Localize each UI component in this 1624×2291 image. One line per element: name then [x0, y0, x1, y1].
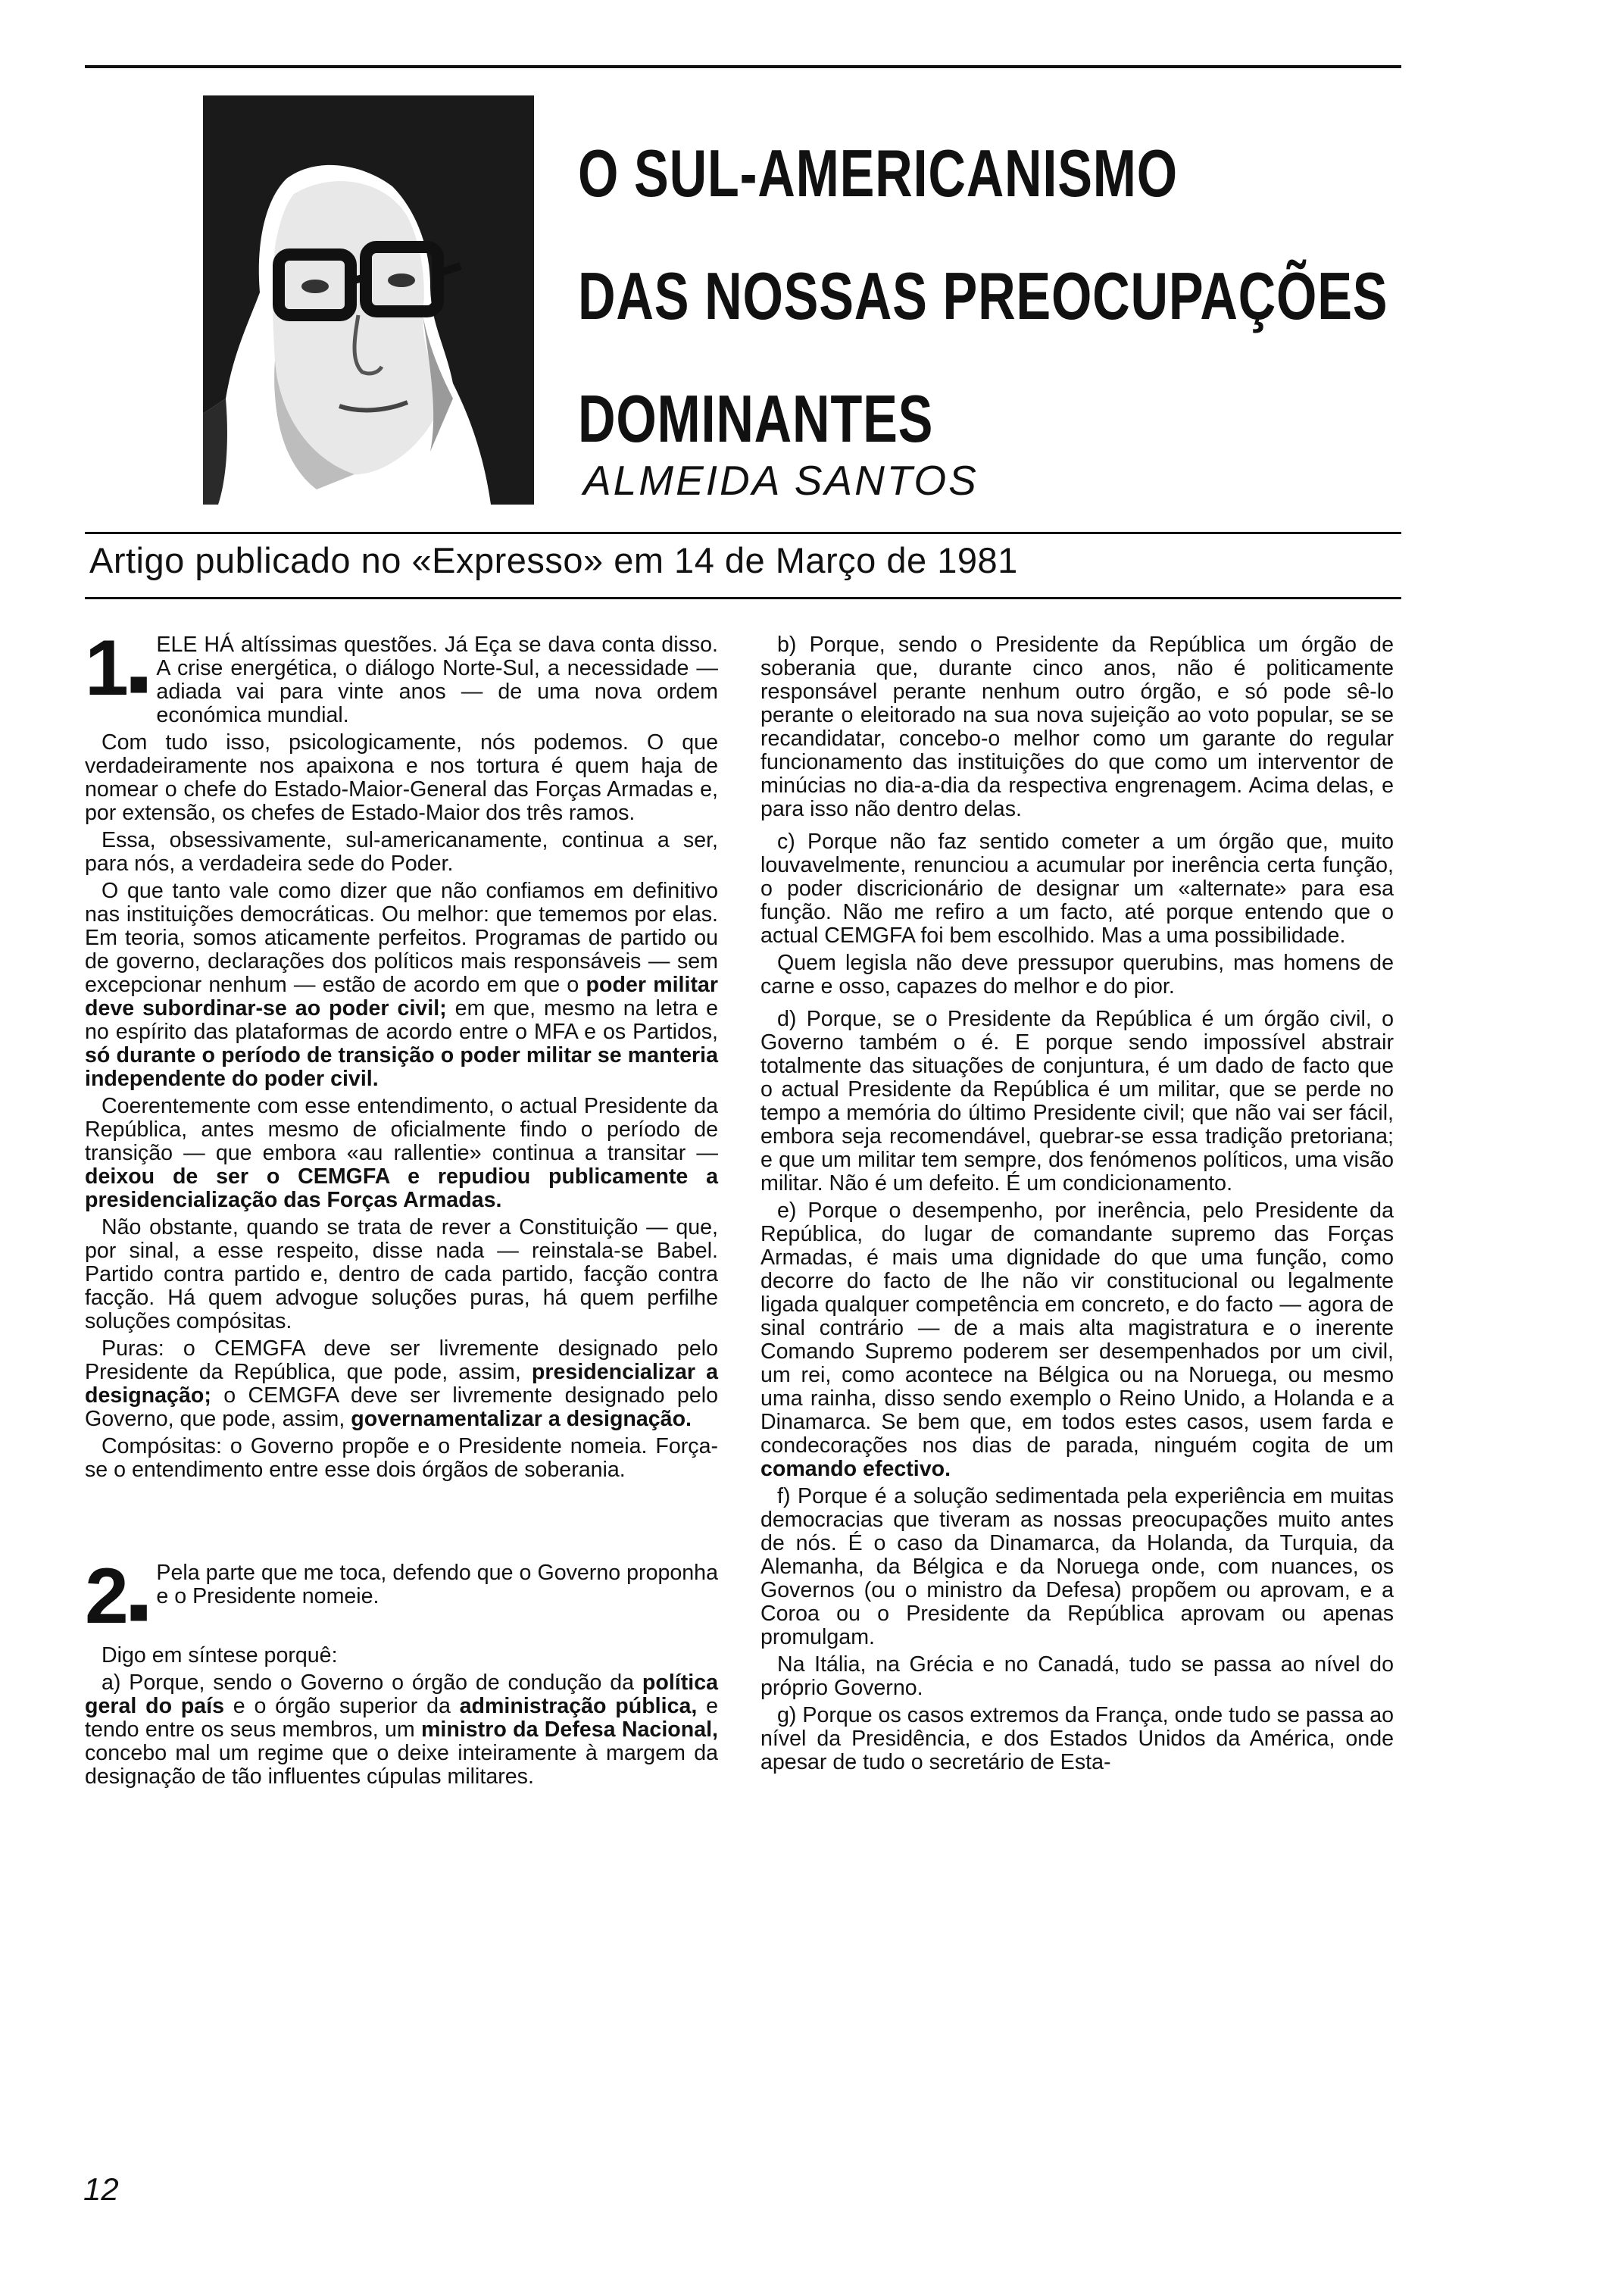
- title-line-2: DAS NOSSAS PREOCUPAÇÕES: [578, 258, 1388, 333]
- right-column: [760, 633, 1394, 1778]
- left-column: [85, 624, 719, 1792]
- section-2-paragraph-2: Digo em síntese porquê:: [102, 1643, 338, 1667]
- section-2-point-e: e) Porque o desempenho, por inerência, pelo Presidente da República, do lugar de comandante supremo das Forças Armadas, é mais uma dignidade do que uma função, como decorre do facto de lhe não vir constitucional ou legalmente ligada qualquer competência em concreto, e do facto — agora de sinal contrário — de a mais alta magistratura e o inerente Comando Supremo poderem ser desempenhados por um civil, um rei, como acontece na Bélgica ou na Noruega, ou mesmo uma rainha, disso sendo exemplo o Reino Unido, a Holanda e a Dinamarca. Se bem que, em todos estes casos, usem farda e condecorações nos dias de parada, ninguém cogita de um comando efectivo.: [760, 1199, 1394, 1481]
- section-2-number: 2■: [85, 1552, 149, 1640]
- section-2-point-f: f) Porque é a solução sedimentada pela experiência em muitas democracias que tiveram as nossas preocupações muito antes de nós. É o caso da Dinamarca, da Holanda, da Turquia, da Alemanha, da Bélgica e da Noruega onde, com nuances, os Governos (ou o ministro da Defesa) propõem ou aprovam, e a Coroa ou o Presidente da República aprovam ou apenas promulgam.: [760, 1484, 1394, 1649]
- section-1-paragraph-7: Puras: o CEMGFA deve ser livremente designado pelo Presidente da República, que pode, assim, presidencializar a designação; o CEMGFA deve ser livremente designado pelo Governo, que pode, assim, governamentalizar a designação.: [85, 1336, 719, 1431]
- section-1-paragraph-8: Compósitas: o Governo propõe e o Presidente nomeia. Força-se o entendimento entre esse dois órgãos de soberania.: [85, 1434, 718, 1482]
- title-line-3: DOMINANTES: [578, 381, 934, 456]
- title-line-1: O SUL-AMERICANISMO: [578, 136, 1178, 211]
- section-1-number: 1■: [85, 624, 149, 712]
- author-portrait-image: [203, 95, 534, 505]
- section-1-paragraph-1: ELE HÁ altíssimas questões. Já Eça se dava conta disso. A crise energética, o diálogo Norte-Sul, a necessidade — adiada vai para vinte anos — de uma nova ordem económica mundial.: [156, 633, 718, 727]
- section-2-point-c-note: Quem legisla não deve pressupor querubins, mas homens de carne e osso, capazes do melhor e do pior.: [760, 951, 1394, 999]
- section-2-point-d: d) Porque, se o Presidente da República é um órgão civil, o Governo também o é. E porque sendo impossível abstrair totalmente das situações de conjuntura, é um dado de facto que o actual Presidente da República é um militar, que se perde no tempo a memória do último Presidente civil; que não vai ser fácil, embora seja recomendável, quebrar-se essa tradição pretoriana; e que um militar tem sempre, dos fenómenos políticos, uma visão militar. Não é um defeito. É um condicionamento.: [760, 1007, 1394, 1196]
- section-1-paragraph-5: Coerentemente com esse entendimento, o actual Presidente da República, antes mesmo de oficialmente findo o período de transição — que embora «au rallentie» continua a transitar — deixou de ser o CEMGFA e repudiou publicamente a presidencialização das Forças Armadas.: [85, 1094, 718, 1212]
- section-1-paragraph-4: O que tanto vale como dizer que não confiamos em definitivo nas instituições democráticas. Ou melhor: que tememos por elas. Em teoria, somos aticamente perfeitos. Programas de partido ou de governo, declarações dos políticos mais responsáveis — sem excepcionar nenhum — estão de acordo em que o poder militar deve subordinar-se ao poder civil; em que, mesmo na letra e no espírito das plataformas de acordo entre o MFA e os Partidos, só durante o período de transição o poder militar se manteria independente do poder civil.: [85, 879, 718, 1091]
- article-title: [578, 112, 1388, 480]
- section-2-point-f-note: Na Itália, na Grécia e no Canadá, tudo se passa ao nível do próprio Governo.: [760, 1652, 1394, 1700]
- top-rule: [85, 65, 1401, 68]
- section-2-paragraph-1: Pela parte que me toca, defendo que o Governo proponha e o Presidente nomeie.: [156, 1561, 718, 1608]
- author-rule: [85, 532, 1401, 534]
- pubnote-rule: [85, 597, 1401, 599]
- page-number: 12: [83, 2171, 119, 2207]
- section-1-paragraph-6: Não obstante, quando se trata de rever a Constituição — que, por sinal, a esse respeito, disse nada — reinstala-se Babel. Partido contra partido e, dentro de cada partido, facção contra facção. Há quem advogue soluções puras, há quem perfilhe soluções compósitas.: [85, 1215, 718, 1333]
- section-1-paragraph-3: Essa, obsessivamente, sul-americanamente, continua a ser, para nós, a verdadeira sede do Poder.: [85, 828, 718, 876]
- section-2-point-a: a) Porque, sendo o Governo o órgão de condução da política geral do país e o órgão superior da administração pública, e tendo entre os seus membros, um ministro da Defesa Nacional, concebo mal um regime que o deixe inteiramente à margem da designação de tão influentes cúpulas militares.: [85, 1671, 718, 1789]
- section-2-point-b: b) Porque, sendo o Presidente da República um órgão de soberania que, durante cinco anos, não é politicamente responsável perante nenhum outro órgão, e só pode sê-lo perante o eleitorado na sua nova sujeição ao voto popular, se se recandidatar, concebo-o melhor como um garante do regular funcionamento das instituições do que como um interventor de minúcias no dia-a-dia da respectiva engrenagem. Acima delas, e para isso não dentro delas.: [760, 633, 1394, 821]
- author-name: ALMEIDA SANTOS: [583, 457, 979, 504]
- author-photo: [203, 95, 534, 505]
- section-1-paragraph-2: Com tudo isso, psicologicamente, nós podemos. O que verdadeiramente nos apaixona e nos tortura é quem haja de nomear o chefe do Estado-Maior-General das Forças Armadas e, por extensão, os chefes de Estado-Maior dos três ramos.: [85, 730, 718, 825]
- publication-note: Artigo publicado no «Expresso» em 14 de Março de 1981: [89, 540, 1018, 580]
- section-2-point-g: g) Porque os casos extremos da França, onde tudo se passa ao nível da Presidência, e dos Estados Unidos da América, onde apesar de tudo o secretário de Esta-: [760, 1703, 1394, 1774]
- section-2-point-c: c) Porque não faz sentido cometer a um órgão que, muito louvavelmente, renunciou a acumular por inerência certa função, o poder discricionário de designar um «alternate» para esa função. Não me refiro a um facto, até porque entendo que o actual CEMGFA foi bem escolhido. Mas a uma possibilidade.: [760, 830, 1394, 948]
